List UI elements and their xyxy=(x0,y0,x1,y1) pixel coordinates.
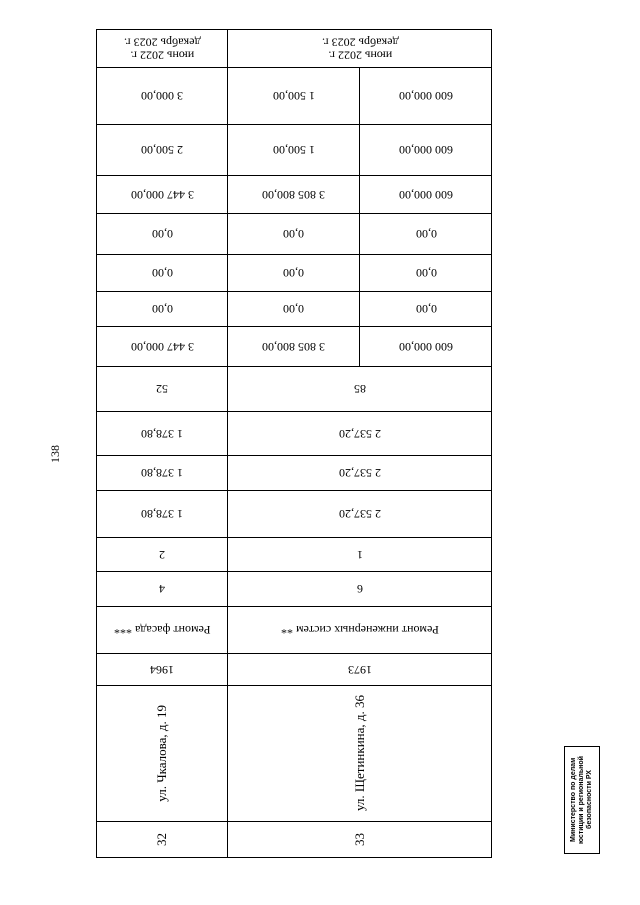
row0-col-a xyxy=(97,68,228,125)
row14-col-a xyxy=(97,654,228,686)
row11-a: 2 xyxy=(159,548,165,563)
row2-col-b xyxy=(228,176,360,214)
row8-b: 2 537,20 xyxy=(339,427,381,442)
row8-col-a xyxy=(97,412,228,456)
header-a-line1: июнь 2022 г. xyxy=(130,48,194,63)
row5-b: 0,00 xyxy=(283,302,304,317)
row13-col-a xyxy=(97,607,228,654)
row1-b: 1 500,00 xyxy=(272,143,315,158)
page-number: 138 xyxy=(47,445,62,463)
row14-a: 1964 xyxy=(150,663,174,678)
row8-a: 1 378,80 xyxy=(141,427,183,442)
row16-col-a xyxy=(97,822,228,857)
stamp-line-3: безопасности РХ xyxy=(586,770,594,830)
row6-b: 3 805 800,00 xyxy=(262,340,325,355)
row11-col-b xyxy=(228,538,492,572)
row6-a: 3 447 000,00 xyxy=(130,340,194,355)
row4-c: 0,00 xyxy=(415,266,437,281)
row7-col-a xyxy=(97,367,228,412)
header-b-line1: июнь 2022 г. xyxy=(328,48,392,63)
row3-col-a xyxy=(97,214,228,255)
row13-col-b xyxy=(228,607,492,654)
row3-b: 0,00 xyxy=(283,227,304,242)
row12-col-b xyxy=(228,572,492,607)
row0-col-c xyxy=(360,68,492,125)
row8-col-b xyxy=(228,412,492,456)
row1-c: 600 000,00 xyxy=(399,143,453,158)
row5-a: 0,00 xyxy=(151,302,173,317)
row3-a: 0,00 xyxy=(151,227,173,242)
row9-b: 2 537,20 xyxy=(339,466,381,481)
stamp-line-1: Министерство по делам xyxy=(569,757,577,843)
row1-col-a xyxy=(97,125,228,176)
row2-b: 3 805 800,00 xyxy=(262,188,325,203)
row7-a: 52 xyxy=(156,382,168,397)
row9-col-b xyxy=(228,456,492,491)
row5-c: 0,00 xyxy=(415,302,437,317)
row5-col-a xyxy=(97,292,228,327)
row5-col-b xyxy=(228,292,360,327)
row2-a: 3 447 000,00 xyxy=(130,188,194,203)
row3-c: 0,00 xyxy=(415,227,437,242)
row7-b: 85 xyxy=(354,382,366,397)
row14-col-b xyxy=(228,654,492,686)
row0-c: 600 000,00 xyxy=(399,89,453,104)
row10-col-b xyxy=(228,491,492,538)
row15-col-a xyxy=(97,686,228,822)
row4-a: 0,00 xyxy=(151,266,173,281)
row11-col-a xyxy=(97,538,228,572)
header-a-line2: декабрь 2023 г. xyxy=(123,35,201,50)
row6-c: 600 000,00 xyxy=(399,340,453,355)
row1-col-c xyxy=(360,125,492,176)
row15-b: ул. Щетинкина, д. 36 xyxy=(351,695,367,812)
row3-col-c xyxy=(360,214,492,255)
row13-a: Ремонт фасада *** xyxy=(113,623,211,638)
row16-col-b xyxy=(228,822,492,857)
budget-table xyxy=(96,29,492,858)
row0-a: 3 000,00 xyxy=(141,89,183,104)
row6-col-a xyxy=(97,327,228,367)
row6-col-b xyxy=(228,327,360,367)
row4-col-a xyxy=(97,255,228,292)
row4-col-b xyxy=(228,255,360,292)
stamp-line-2: юстиции и региональной xyxy=(577,756,585,844)
row9-col-a xyxy=(97,456,228,491)
header-cell-a xyxy=(97,30,228,68)
row13-b: Ремонт инженерных систем ** xyxy=(281,623,439,638)
row7-col-b xyxy=(228,367,492,412)
row4-col-c xyxy=(360,255,492,292)
row2-c: 600 000,00 xyxy=(399,188,453,203)
row14-b: 1973 xyxy=(348,663,372,678)
row16-a: 32 xyxy=(153,833,169,846)
row15-col-b xyxy=(228,686,492,822)
row2-col-a xyxy=(97,176,228,214)
row5-col-c xyxy=(360,292,492,327)
row2-col-c xyxy=(360,176,492,214)
row16-b: 33 xyxy=(351,833,367,846)
ministry-stamp xyxy=(564,746,600,854)
row12-col-a xyxy=(97,572,228,607)
row10-a: 1 378,80 xyxy=(141,507,183,522)
header-b-line2: декабрь 2023 г. xyxy=(321,35,399,50)
row10-col-a xyxy=(97,491,228,538)
row0-b: 1 500,00 xyxy=(272,89,315,104)
row3-col-b xyxy=(228,214,360,255)
row12-b: 6 xyxy=(357,582,363,597)
row6-col-c xyxy=(360,327,492,367)
row15-a: ул. Чкалова, д. 19 xyxy=(153,705,169,802)
row1-col-b xyxy=(228,125,360,176)
row4-b: 0,00 xyxy=(283,266,304,281)
row1-a: 2 500,00 xyxy=(141,143,183,158)
header-cell-b xyxy=(228,30,492,68)
row11-b: 1 xyxy=(357,548,363,563)
row12-a: 4 xyxy=(159,582,165,597)
row0-col-b xyxy=(228,68,360,125)
row10-b: 2 537,20 xyxy=(339,507,381,522)
row9-a: 1 378,80 xyxy=(141,466,183,481)
